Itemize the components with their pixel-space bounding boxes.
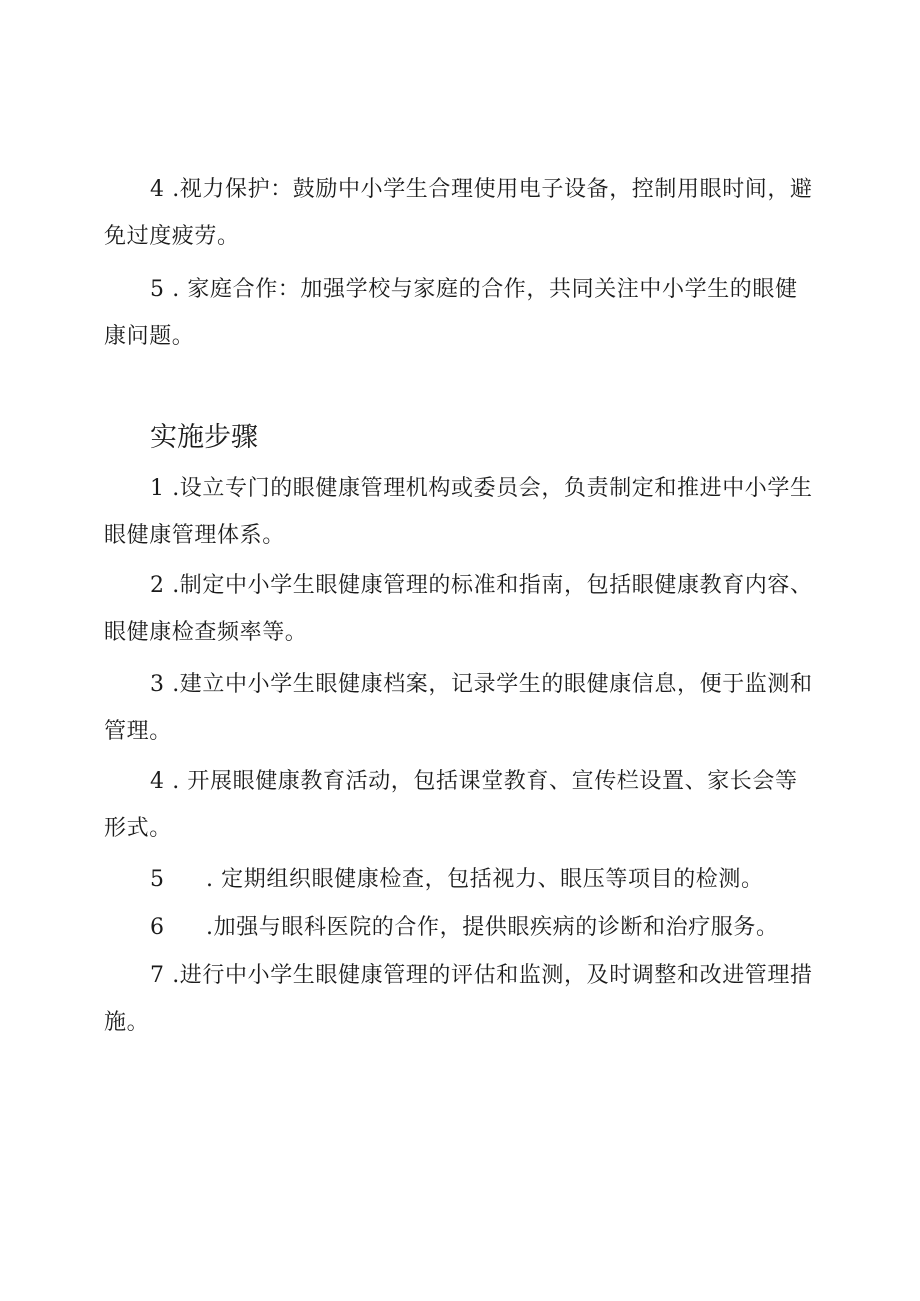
item-text: .设立专门的眼健康管理机构或委员会，负责制定和推进中小学生眼健康管理体系。 xyxy=(104,476,813,548)
list-item xyxy=(104,562,820,656)
item-number: 1 xyxy=(150,476,165,501)
item-number: 4 xyxy=(150,177,165,202)
list-item xyxy=(104,952,820,1046)
list-item xyxy=(104,661,820,755)
item-number: 2 xyxy=(150,573,165,598)
list-item xyxy=(104,758,820,852)
item-number: 6 xyxy=(150,915,165,940)
item-text: . 开展眼健康教育活动，包括课堂教育、宣传栏设置、家长会等形式。 xyxy=(104,769,798,841)
item-text: .视力保护：鼓励中小学生合理使用电子设备，控制用眼时间，避免过度疲劳。 xyxy=(104,177,813,249)
list-item xyxy=(104,904,820,951)
item-number: 3 xyxy=(150,672,165,697)
list-item xyxy=(104,266,820,360)
item-text: .建立中小学生眼健康档案，记录学生的眼健康信息，便于监测和管理。 xyxy=(104,672,813,744)
item-number: 4 xyxy=(150,769,165,794)
list-item xyxy=(104,166,820,260)
section-heading: 实施步骤 xyxy=(150,422,258,453)
item-text: .进行中小学生眼健康管理的评估和监测，及时调整和改进管理措施。 xyxy=(104,963,813,1035)
item-text: .制定中小学生眼健康管理的标准和指南，包括眼健康教育内容、眼健康检查频率等。 xyxy=(104,573,813,645)
item-number: 5 xyxy=(150,277,165,302)
item-text: . 家庭合作：加强学校与家庭的合作，共同关注中小学生的眼健康问题。 xyxy=(104,277,798,349)
list-item xyxy=(104,856,820,903)
list-item xyxy=(104,465,820,559)
item-number: 7 xyxy=(150,963,165,988)
item-text: .加强与眼科医院的合作，提供眼疾病的诊断和治疗服务。 xyxy=(206,915,779,940)
item-text: . 定期组织眼健康检查，包括视力、眼压等项目的检测。 xyxy=(206,867,764,892)
item-number: 5 xyxy=(150,867,165,892)
